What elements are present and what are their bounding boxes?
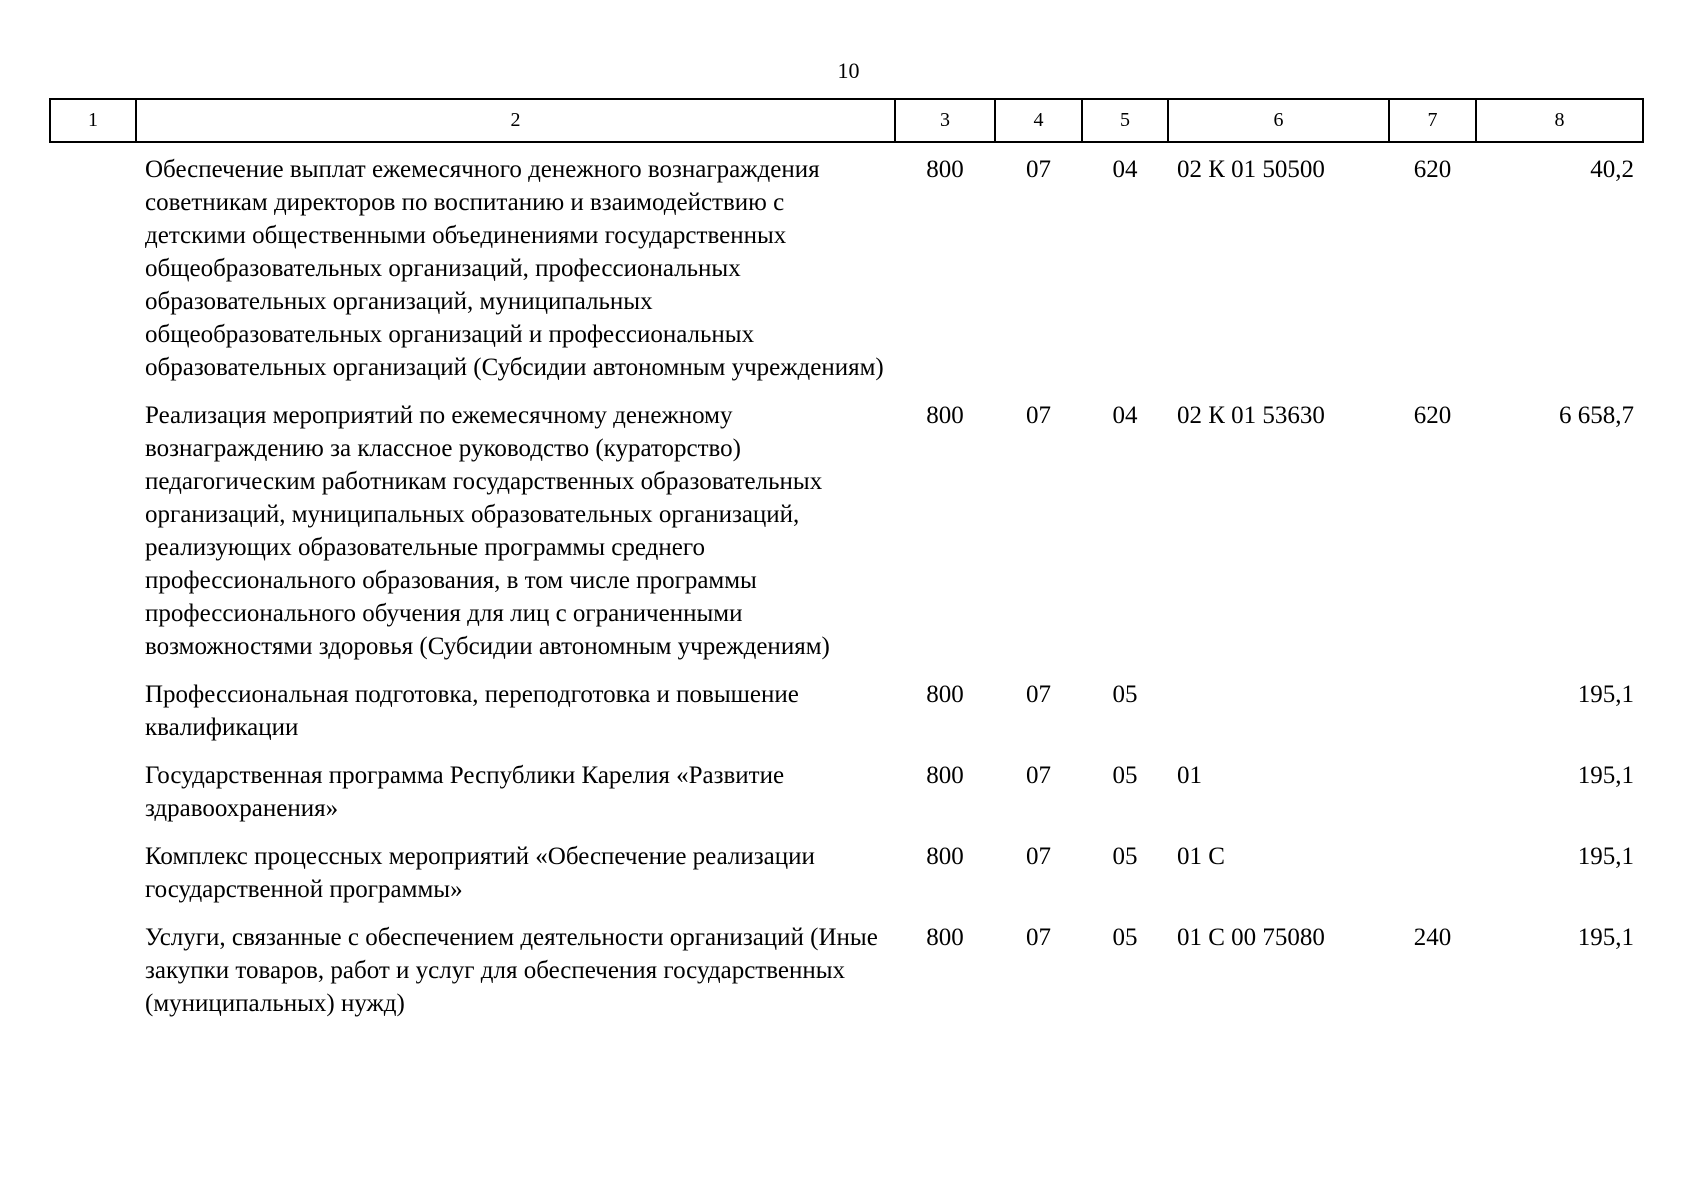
- item-name: Услуги, связанные с обеспечением деятельности организаций (Иные закупки товаров, работ и услуг для обеспечения государственных (муниципальных) нужд): [145, 924, 878, 1017]
- target-article-code: 01 С 00 75080: [1177, 924, 1325, 951]
- amount-value: 195,1: [1577, 924, 1634, 951]
- header-col-5: 5: [1082, 99, 1168, 142]
- item-name: Комплекс процессных мероприятий «Обеспечение реализации государственной программы»: [145, 843, 815, 903]
- header-row: [50, 99, 1643, 142]
- amount-value: 195,1: [1577, 843, 1634, 870]
- header-col-8: 8: [1476, 99, 1643, 142]
- header-col-4: 4: [995, 99, 1082, 142]
- subsection-code: 04: [1112, 402, 1138, 429]
- table-row: [50, 142, 1643, 399]
- table-row: [50, 399, 1643, 678]
- section-code: 07: [1026, 762, 1051, 789]
- subsection-code: 04: [1112, 156, 1138, 183]
- row-number-cell: [50, 142, 136, 399]
- section-code: 07: [1026, 402, 1051, 429]
- section-code: 07: [1026, 681, 1051, 708]
- header-col-7: 7: [1389, 99, 1476, 142]
- target-article-code: 01: [1177, 762, 1202, 789]
- subsection-code: 05: [1112, 762, 1138, 789]
- subsection-code: 05: [1112, 924, 1138, 951]
- table-header: [50, 99, 1643, 142]
- row-number-cell: [50, 840, 136, 921]
- header-col-6: 6: [1168, 99, 1389, 142]
- header-col-1: 1: [50, 99, 136, 142]
- row-number-cell: [50, 921, 136, 1035]
- row-number-cell: [50, 399, 136, 678]
- table-row: [50, 921, 1643, 1035]
- amount-value: 40,2: [1590, 156, 1634, 183]
- item-name: Государственная программа Республики Карелия «Развитие здравоохранения»: [145, 762, 785, 822]
- ministry-code: 800: [926, 924, 964, 951]
- budget-table: [49, 98, 1644, 1035]
- section-code: 07: [1026, 843, 1051, 870]
- table-row: [50, 759, 1643, 840]
- amount-value: 195,1: [1577, 681, 1634, 708]
- table-body: [50, 142, 1643, 1035]
- page-number-text: 10: [837, 58, 860, 83]
- expense-type-code: 620: [1413, 156, 1452, 183]
- ministry-code: 800: [926, 402, 964, 429]
- ministry-code: 800: [926, 156, 964, 183]
- ministry-code: 800: [926, 762, 964, 789]
- subsection-code: 05: [1112, 843, 1138, 870]
- target-article-code: 02 К 01 50500: [1177, 156, 1325, 183]
- expense-type-code: [1389, 678, 1476, 759]
- header-col-2: 2: [136, 99, 895, 142]
- row-number-cell: [50, 759, 136, 840]
- target-article-code: 02 К 01 53630: [1177, 402, 1325, 429]
- page-number: [0, 58, 1697, 84]
- expense-type-code: [1389, 840, 1476, 921]
- amount-value: 195,1: [1577, 762, 1634, 789]
- section-code: 07: [1026, 924, 1051, 951]
- table-row: [50, 840, 1643, 921]
- item-name: Реализация мероприятий по ежемесячному денежному вознаграждению за классное руководство (кураторство) педагогическим работникам государственных образовательных организаций, муниципальных образовательных организаций, реализующих образовательные программы среднего профессионального образования, в том числе программы профессионального обучения для лиц с ограниченными возможностями здоровья (Субсидии автономным учреждениям): [145, 402, 830, 660]
- table-row: [50, 678, 1643, 759]
- expense-type-code: 620: [1413, 402, 1452, 429]
- subsection-code: 05: [1112, 681, 1138, 708]
- section-code: 07: [1026, 156, 1051, 183]
- target-article-code: [1168, 678, 1389, 759]
- ministry-code: 800: [926, 843, 964, 870]
- row-number-cell: [50, 678, 136, 759]
- target-article-code: 01 С: [1177, 843, 1225, 870]
- ministry-code: 800: [926, 681, 964, 708]
- item-name: Профессиональная подготовка, переподготовка и повышение квалификации: [145, 681, 799, 741]
- item-name: Обеспечение выплат ежемесячного денежного вознаграждения советникам директоров по воспитанию и взаимодействию с детскими общественными объединениями государственных общеобразовательных организаций, профессиональных образовательных организаций, муниципальных общеобразовательных организаций и профессиональных образовательных организаций (Субсидии автономным учреждениям): [145, 156, 884, 381]
- expense-type-code: [1389, 759, 1476, 840]
- expense-type-code: 240: [1413, 924, 1452, 951]
- header-col-3: 3: [895, 99, 995, 142]
- amount-value: 6 658,7: [1559, 402, 1634, 429]
